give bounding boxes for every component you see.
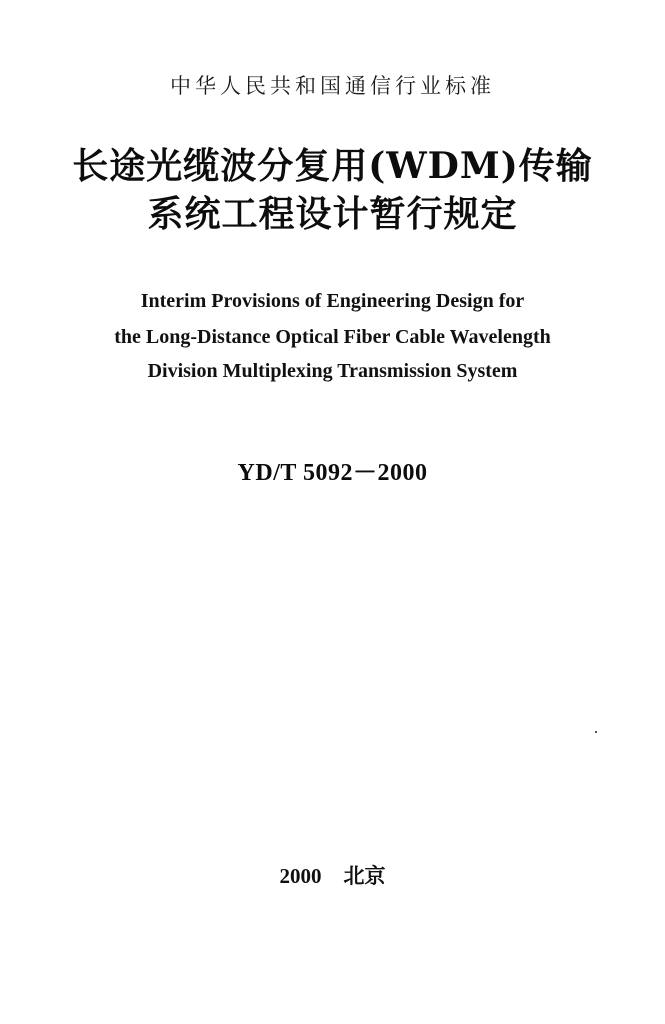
english-title-line-2: the Long-Distance Optical Fiber Cable Wavelength xyxy=(114,326,551,348)
english-title-line-3: Division Multiplexing Transmission System xyxy=(147,360,518,382)
chinese-title-line-2: 系统工程设计暂行规定 xyxy=(147,193,518,235)
english-title-line-1: Interim Provisions of Engineering Design for xyxy=(140,290,525,312)
scan-speck xyxy=(595,731,597,733)
publication-year: 2000 xyxy=(279,864,322,888)
publication-city: 北京 xyxy=(343,864,386,888)
chinese-title-line-1: 长途光缆波分复用(WDM)传输 xyxy=(72,145,593,187)
issuing-organization: 中华人民共和国通信行业标准 xyxy=(170,74,495,98)
publication-footer xyxy=(0,860,665,890)
standard-code: YD/T 5092－2000 xyxy=(237,460,428,486)
